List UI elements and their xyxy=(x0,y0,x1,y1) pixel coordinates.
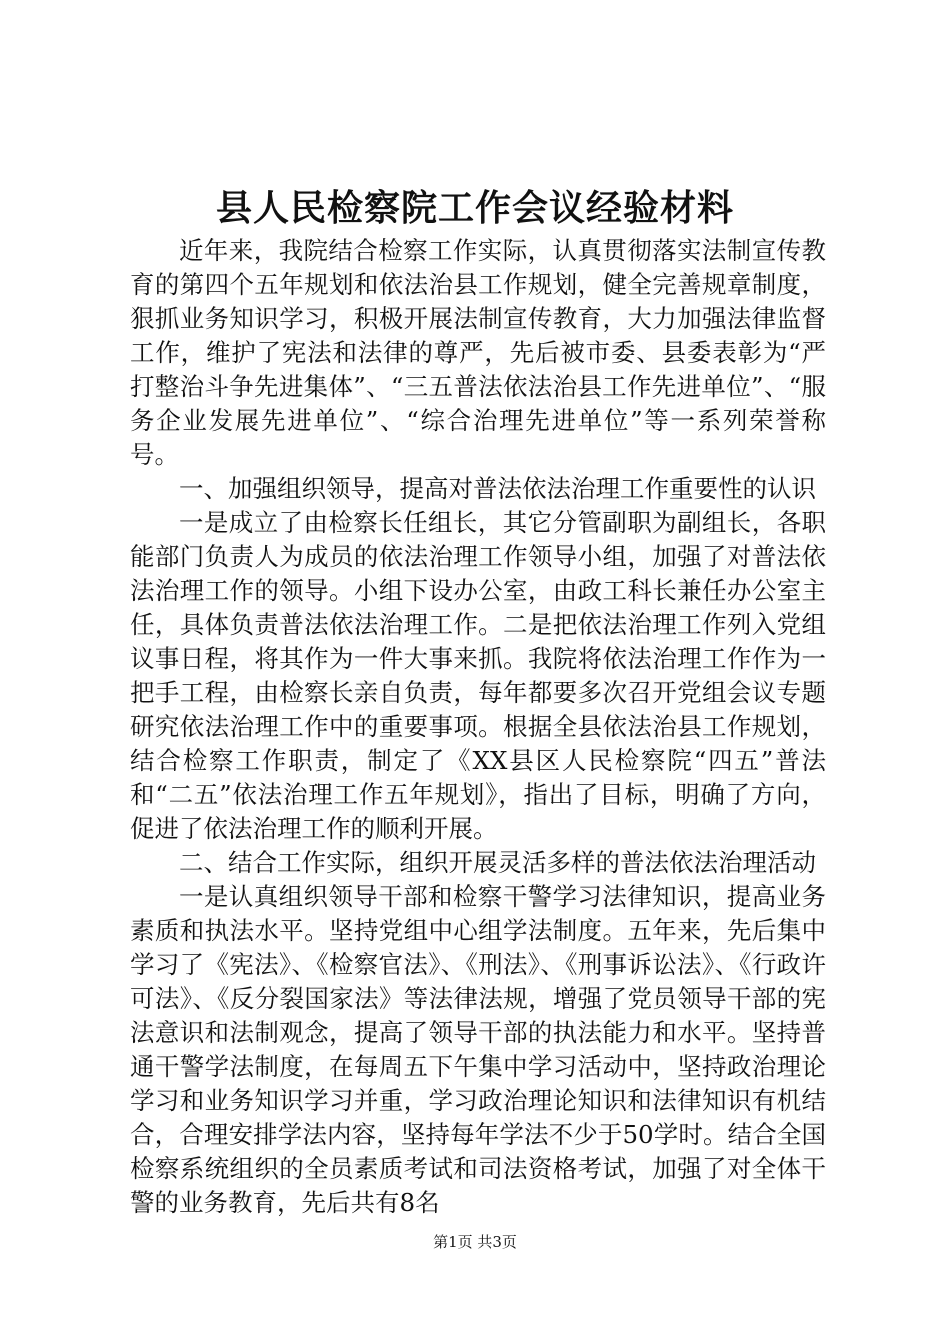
section-1-paragraph: 一是成立了由检察长任组长，其它分管副职为副组长，各职能部门负责人为成员的依法治理工作领导小组，加强了对普法依法治理工作的领导。小组下设办公室，由政工科长兼任办公室主任，具体负责普法依法治理工作。二是把依法治理工作列入党组议事日程，将其作为一件大事来抓。我院将依法治理工作作为一把手工程，由检察长亲自负责，每年都要多次召开党组会议专题研究依法治理工作中的重要事项。根据全县依法治县工作规划，结合检察工作职责，制定了《XX县区人民检察院“四五”普法和“二五”依法治理工作五年规划》，指出了目标，明确了方向，促进了依法治理工作的顺利开展。 xyxy=(130,508,826,843)
page-number-footer: 第1页 共3页 xyxy=(433,1233,517,1251)
document-title: 县人民检察院工作会议经验材料 xyxy=(215,187,734,229)
section-2-paragraph: 一是认真组织领导干部和检察干警学习法律知识，提高业务素质和执法水平。坚持党组中心组学法制度。五年来，先后集中学习了《宪法》、《检察官法》、《刑法》、《刑事诉讼法》、《行政许可法》、《反分裂国家法》等法律法规，增强了党员领导干部的宪法意识和法制观念，提高了领导干部的执法能力和水平。坚持普通干警学法制度，在每周五下午集中学习活动中，坚持政治理论学习和业务知识学习并重，学习政治理论知识和法律知识有机结合，合理安排学法内容，坚持每年学法不少于50学时。结合全国检察系统组织的全员素质考试和司法资格考试，加强了对全体干警的业务教育，先后共有8名 xyxy=(130,882,826,1217)
document-body xyxy=(130,234,826,1220)
section-heading-1: 一、加强组织领导，提高对普法依法治理工作重要性的认识 xyxy=(179,474,816,503)
intro-paragraph: 近年来，我院结合检察工作实际，认真贯彻落实法制宣传教育的第四个五年规划和依法治县工作规划，健全完善规章制度，狠抓业务知识学习，积极开展法制宣传教育，大力加强法律监督工作，维护了宪法和法律的尊严，先后被市委、县委表彰为“严打整治斗争先进集体”、“三五普法依法治县工作先进单位”、“服务企业发展先进单位”、“综合治理先进单位”等一系列荣誉称号。 xyxy=(130,236,826,469)
section-heading-2: 二、结合工作实际，组织开展灵活多样的普法依法治理活动 xyxy=(179,848,816,877)
